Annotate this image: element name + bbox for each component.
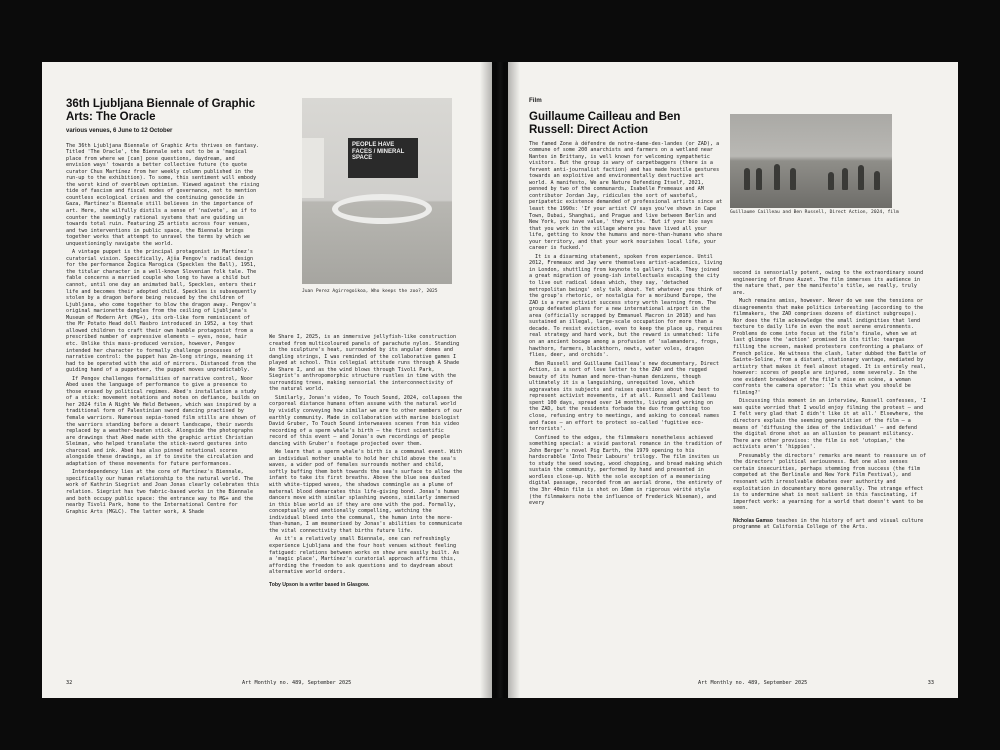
paragraph: second is sensorially potent, owing to the extraordinary sound engineering of Bruno Auzet. The film immerses its audience in the nature that, per the manifesto's title, we really, truly are. [733,270,924,296]
left-column-2 [269,334,465,590]
paragraph: A vintage puppet is the principal protagonist in Martínez's curatorial vision. Specifically, Ajša Pengov's radical design for the performance Žogica Marogica (Speckles the Ball), 1951, the titular character in a well-known Slovenian folk tale. The fable concerns a married couple who long to have a child but cannot, until one day an animated ball, Speckles, enters their life and becomes their adopted child. Speckles is subsequently stolen by a dragon before being rescued by the children of Ljubljana, who come together to blow the dragon away. Pengov's original marionette dangles from the ceiling of Ljubljana's Museum of Modern Art (MG+), its orb-like form reminiscent of the Mr Potato Head doll Hasbro introduced in 1952, a toy that allowed children to craft their own humble protagonist from a prescribed number of expressive elements – eyes, nose, hair etc. Unlike this mass-produced version, however, Pengov intended her character to formally challenge processes of narrative control: the puppet has 2m-long strings, meaning it had to be operated with the aid of mirrors. Distanced from the guiding hand of a puppeteer, the puppet moves unpredictably. [66,249,257,374]
paragraph: Confined to the edges, the filmmakers nonetheless achieved something special: a vivid pastoral romance in the tradition of John Berger's novel Pig Earth, the 1979 opening to his hardscrabble 'Into Their Labours' trilogy. The film invites us to study the seed sowing, wood chopping, and bread making which sustain the community, performed by hand and presented in wordless close-up. With the sole exception of a mesmerising digital passage, recorded from an aerial drone, the entirety of the 3hr 40min film is shot on 16mm in rigorous vérité style (the filmmakers note the influence of Frederick Wiseman), and every [529,434,723,507]
paragraph: Interdependency lies at the core of Martínez's Biennale, specifically our human relationship to the natural world. The work of Kathrin Siegrist and Joan Jonas clearly celebrates this relation. Siegrist has two fabric-based works in the Biennale and both occupy public space: the entrance way to MG+ and the nearby Tivoli Park, home to the International Centre for Graphic Arts (MGLC). The latter work, A Shade [66,469,260,515]
film-still-photo [730,114,892,208]
right-column-2 [733,270,929,533]
paragraph: It is a disarming statement, spoken from experience. Until 2012, Fremeaux and Jay were themselves artist-academics, living in London, shuttling from keynote to gallery talk. They joined a great migration of young-ish intellectuals escaping the city to live out radical ideas which, they say, 'detached metropolitan beings' only talk about. Yet whatever you think of the group's rhetoric, or nostalgia for a moribund Europe, the ZAD is a rare activist success story worth learning from. The group defeated plans for a new international airport in the area (officially scrapped by Emmanuel Macron in 2018) and has sustained an illegal, large-scale occupation for more than a decade. To resist eviction, even to keep the place up, requires real strategy and hard work, but the reward is unmatched: life on an ancient bocage among a profusion of 'salamanders, frogs, hawthorn, farmers, blackthorn, newts, water voles, dragon flies, deer, and orchids'. [529,253,723,359]
byline: Toby Upson is a writer based in Glasgow. [269,581,370,588]
running-footer: Art Monthly no. 489, September 2025 [242,680,352,686]
figure [790,168,796,190]
exhibition-photo [302,98,452,284]
figure [874,171,880,190]
venue-line: various venues, 6 June to 12 October [66,128,173,134]
photo-caption: Guillaume Cailleau and Ben Russell, Direct Action, 2024, film [730,210,899,215]
paragraph: Similarly, Jonas's video, To Touch Sound, 2024, collapses the corporeal distance humans often assume with the natural world by vividly conveying how similar we are to other members of our earthly community. Made in collaboration with marine biologist David Gruber, To Touch Sound interweaves scenes from his video recording of a sperm whale's birth – the first scientific record of this event – and Jonas's own recordings of people dancing with Gruber's footage projected over them. [269,394,463,447]
paragraph: Much remains amiss, however. Never do we see the tensions or disagreements that make politics interesting (according to the filmmakers, the ZAD comprises dozens of distinct subgroups). Nor does the film acknowledge the small indignities that lend texture to daily life in even the most serene environments. Problems do come into focus at the film's finale, when we at last glimpse the 'action' promised in its title: teargas filling the screen, masked protesters confronting a phalanx of French police. We witness the clash, later dubbed the Battle of Sainte-Soline, from a distant, stationary vantage, mediated by artistry that makes it feel almost staged. It is entirely real, however: scores of people are injured, some severely. In the one evident breakdown of the film's mise en scène, a woman confronts the camera operator: 'Is this what you should be filming?' [733,298,927,396]
figure [858,165,864,190]
paragraph: As it's a relatively small Biennale, one can refreshingly experience Ljubljana and the four host venues without feeling fatigued: relations between works on show are easily built. As a 'magic place', Martínez's curatorial approach affirms this, affording the freedom to ask questions and to daydream about alternative world orders. [269,536,460,576]
page-number: 33 [927,680,934,686]
figure [756,168,762,190]
author-bio-text: teaches in the history of art and visual culture programme at California College of the Arts. [733,517,924,531]
paragraph: Discussing this moment in an interview, Russell confesses, 'I was quite worried that I would enjoy filming the protest – and I felt very glad that I didn't like it at all.' Elsewhere, the directors explain the seeming generalities of the film – a means of 'diffusing the idea of the individual' – and defend the digital drone shot as an allusion to peasant militancy. There are other provisos: the film is not 'utopian,' the activists aren't 'hippies'. [733,398,927,451]
binding-gutter [480,62,520,698]
figure [842,168,848,190]
author-name: Nicholas Gamso [733,517,773,524]
paragraph: The famed Zone à défendre de notre-dame-des-landes (or ZAD), a commune of some 200 anarchists and farmers on a wetland near Nantes in Brittany, is well known for welcoming sympathetic visitors. But the group is wary of carpetbaggers (there is a fervent anti-journalist faction) and has made hostile gestures towards an exploitive and environmentally destructive art world. A manifesto, We are Nature Defending Itself, 2021, penned by two of the communards, Isabelle Fremeaux and AM contributor Jordan Jay, ridicules the sort of wasteful, peripatetic existence demanded of professional artists since at least the 1990s: 'If your artist CV says you've shown in Cape Town, Dubai, Shanghai, and Prague and live between Berlin and New York, you have value,' they write. 'But if your bio says that you work in the village where you have lived all your life, getting to know the humans and more-than-humans who share your territory, and that your work nourishes local life, your career is fucked.' [529,140,723,252]
figure [744,168,750,190]
paragraph: We learn that a sperm whale's birth is a communal event. With an individual mother unable to hold her child above the sea's waves, a wider pod of females surrounds mother and child, softly buffing them both towards the sea's surface to allow the infant to take its first breaths. Above the blue sea dusted with white-tipped waves, the shadows commingle as a plume of maternal blood demarcates this life-giving bond. Jonas's human dancers move with similar splashing swoons, similarly immersed in this blue world as if they are one with the pod. Formally, conceptually and emotionally compelling, watching the individual bleed into the communal, the human into the more-than-human, I am mesmerised by Jonas's abilities to communicate the vital connectivity that births future life. [269,449,463,534]
right-column-1 [529,98,725,509]
paragraph: Presumably the directors' remarks are meant to reassure us of the directors' political seriousness. But one also senses certain insecurities, perhaps stemming from success (the film competed at the Berlinale and New York Film Festival), and resonant with irresolvable debates over authority and exploitation in documentary more generally. The strange effect is to undermine what is most salient in this fascinating, if imperfect work: a yearning for a world that doesn't want to be seen. [733,452,927,512]
review-title: Guillaume Cailleau and Ben Russell: Direct Action [529,110,681,136]
figure [828,172,834,190]
paragraph: We Share I, 2025, is an immersive jellyfish-like construction created from multicoloured panels of parachute nylon. Standing in the sculpture's heat, surrounded by its angular domes and dangling strings, I was reminded of the collaborative games I played at school. This collegial attitude runs through A Shade We Share I, and as the wind blows through Tivoli Park, Siegrist's anthropomorphic structure rustles in time with the surrounding trees, making sensorial the interconnectivity of the natural world. [269,334,460,393]
doorway [302,138,324,198]
paragraph: Ben Russell and Guillaume Cailleau's new documentary, Direct Action, is a sort of love letter to the ZAD and the rugged beauty of its human and more-than-human denizens, though ultimately it is a languishing, unrequited love, which aggravates its subjects and raises questions about how best to represent activist movements, if at all. Russell and Cailleau spent 100 days, spread over 14 months, living and working on the ZAD, but the residents forbade the duo from getting too close, refusing entry to meetings, and asking to conceal names and faces – an effort to protect so-called 'fugitive eco-terrorists'. [529,360,720,433]
author-bio [733,518,929,531]
review-title: 36th Ljubljana Biennale of Graphic Arts: The Oracle [66,98,256,123]
oval-table [332,194,432,224]
projected-text: PEOPLE HAVE FACES / MINERAL SPACE [348,138,418,178]
figure [774,164,780,190]
right-page [508,62,958,698]
paragraph: If Pengov challenges formalities of narrative control, Noor Abed uses the language of performance to give a presence to those erased by political regimes. Abed's installation a study of a stick: movement notations and notes on defiance, builds on her 2024 film A Night We Held Between, which was inspired by a traditional form of Palestinian sword dancing practised by female warriors. Numerous sepia-toned film stills are shown of the warriors standing before a desert landscape, their swords replaced by a weather-beaten stick. Alongside the photographs are drawings that Abed made with the graphic artist Christian Sleiman, who helped translate the stick-sword gestures into charcoal and ink. Abed has also pinned notational scores alongside these drawings, as if to invite the circulation and adaptation of these movements for future performances. [66,375,260,467]
running-footer: Art Monthly no. 489, September 2025 [698,680,808,686]
photo-caption: Juan Perez Agirregoikoa, Who keeps the zoo?, 2025 [302,289,438,294]
section-label: Film [529,97,542,104]
left-page [42,62,492,698]
page-number: 32 [66,680,73,686]
left-column-1 [66,98,262,517]
paragraph: The 36th Ljubljana Biennale of Graphic Arts thrives on fantasy. Titled 'The Oracle', the Biennale sets out to be a 'magical place from where we [can] pose questions, daydream, and envision ways' towards a better collective future (to quote curator Chus Martínez from her weekly column published in the run-up to the exhibition). To some, this sentiment will embody the worst kind of overblown optimism. Viewed against the rising tide of fascism and fiscal modes of governance, not to mention countless ecological crises and the continuing genocide in Gaza, Martínez's Biennale still believes in the importance of art. Here, she wilfully distils a sense of 'naïvete', as if to counter the seemingly rational systems that are guiding us towards total ruin. Featuring 25 artists across four venues, and two interventions in public space, the Biennale brings together works that attempt to unravel the terms by which we unquestioningly navigate the world. [66,142,260,247]
